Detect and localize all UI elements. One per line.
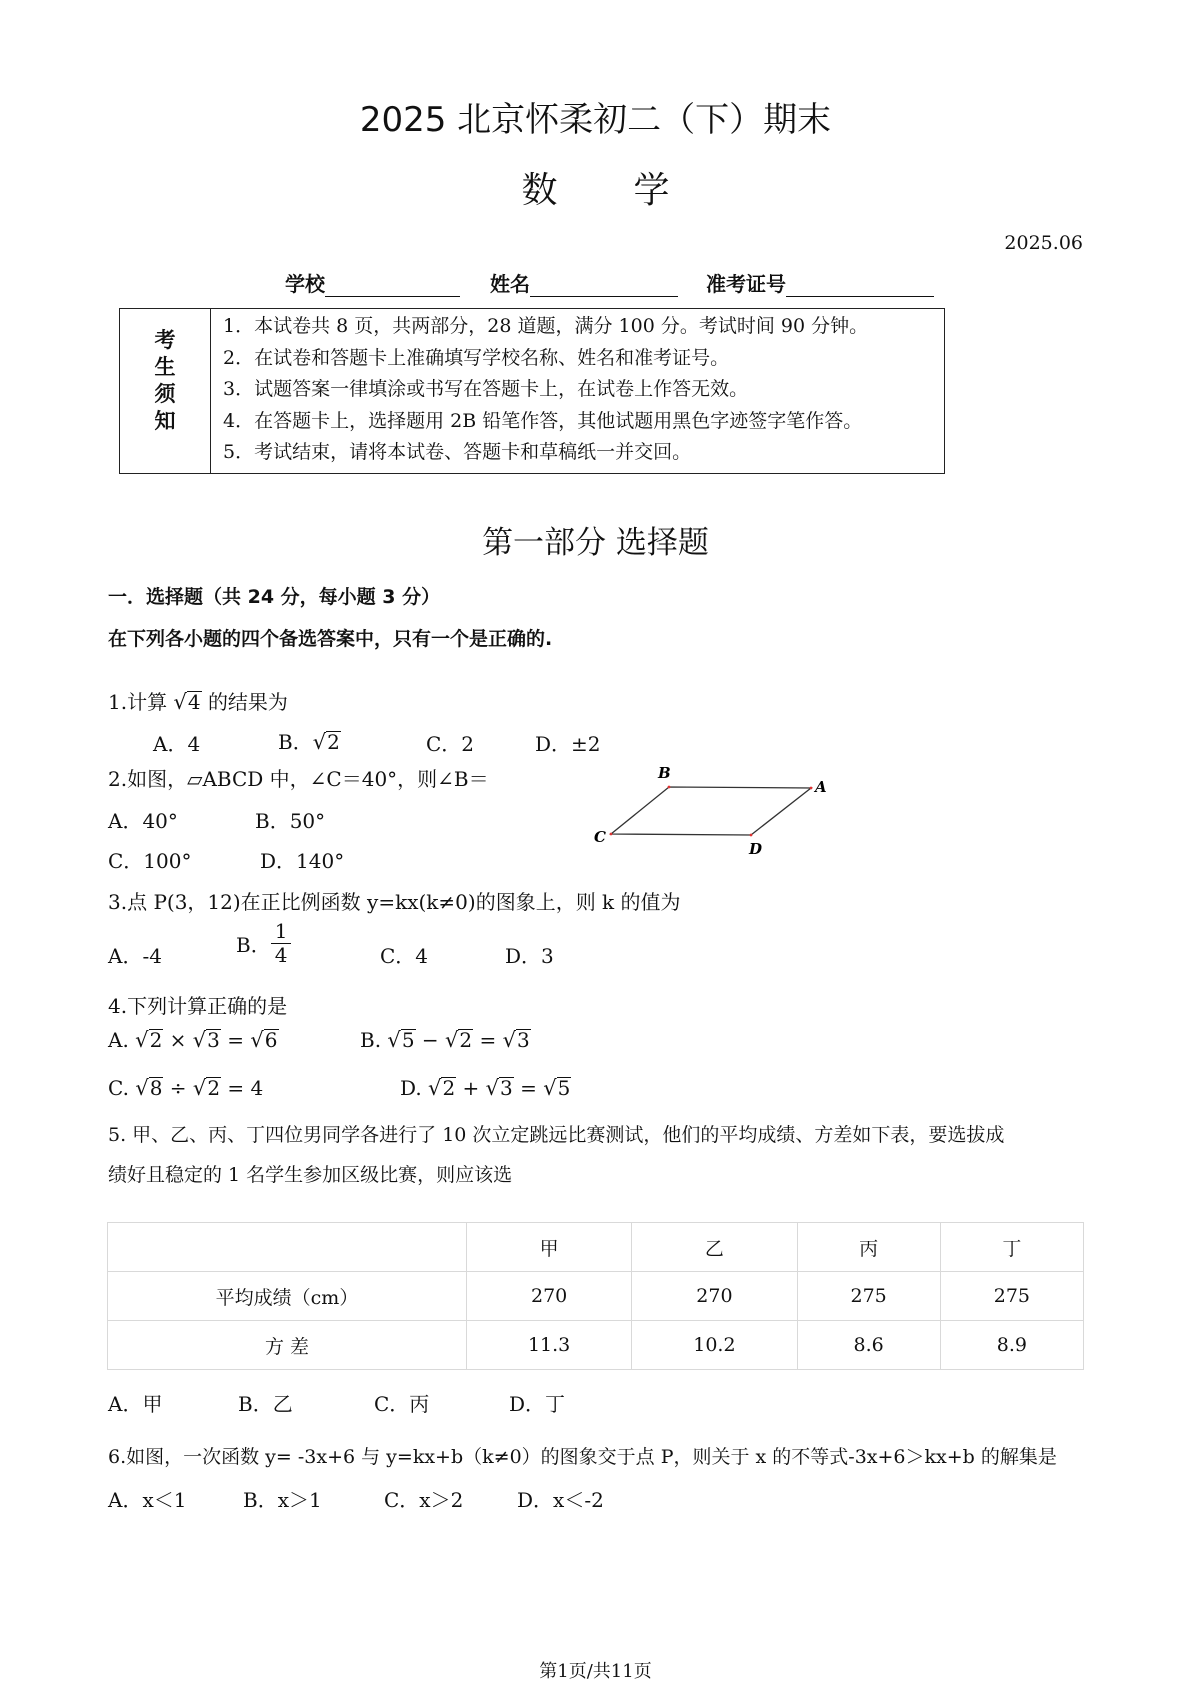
table-header-cell xyxy=(108,1223,467,1272)
vertex-b-label: B xyxy=(658,764,671,782)
radicand: 5 xyxy=(557,1076,571,1100)
q4-option-d xyxy=(400,1076,571,1100)
radicand: 3 xyxy=(517,1028,530,1052)
vertex-c-dot xyxy=(610,833,613,836)
q1-suffix: 的结果为 xyxy=(207,690,288,714)
q4-c-label: C. xyxy=(108,1076,129,1100)
table-header-row xyxy=(108,1223,1084,1272)
q6-option-c: C．x＞2 xyxy=(384,1488,464,1512)
q4-a-label: A. xyxy=(108,1028,129,1052)
table-cell: 平均成绩（cm） xyxy=(108,1272,467,1321)
q4-option-c xyxy=(108,1076,263,1100)
q3-option-c: C．4 xyxy=(380,944,429,968)
sqrt-icon: √ xyxy=(485,1076,500,1100)
vertex-a-dot xyxy=(810,787,813,790)
operator: − xyxy=(421,1028,439,1052)
table-header-cell: 丁 xyxy=(940,1223,1083,1272)
radicand: 3 xyxy=(500,1076,513,1100)
q3-option-a: A．-4 xyxy=(108,944,162,968)
q6-option-d: D．x＜-2 xyxy=(517,1488,604,1512)
sqrt-icon: √ xyxy=(135,1076,149,1100)
q3-fraction xyxy=(271,920,292,967)
page-footer: 第1页/共11页 xyxy=(539,1661,652,1682)
fraction-numerator: 1 xyxy=(271,920,292,944)
section-instruction: 在下列各小题的四个备选答案中，只有一个是正确的. xyxy=(108,628,553,650)
sqrt-icon: √ xyxy=(543,1076,557,1100)
radicand: 3 xyxy=(207,1028,220,1052)
exam-date: 2025.06 xyxy=(1004,232,1083,254)
table-cell: 11.3 xyxy=(467,1321,632,1370)
result: 4 xyxy=(250,1076,264,1100)
equals: = xyxy=(227,1028,245,1052)
q6-option-b: B．x＞1 xyxy=(243,1488,322,1512)
notice-line: 5．考试结束，请将本试卷、答题卡和草稿纸一并交回。 xyxy=(223,441,692,463)
name-label: 姓名 xyxy=(490,272,530,296)
notice-label xyxy=(120,309,211,474)
notice-line: 2．在试卷和答题卡上准确填写学校名称、姓名和准考证号。 xyxy=(223,346,730,369)
q1-prefix: 1.计算 xyxy=(108,690,168,714)
exam-id-label: 准考证号 xyxy=(706,272,786,296)
equals: = xyxy=(227,1076,245,1100)
q4-b-label: B. xyxy=(360,1028,382,1052)
exam-id-blank[interactable] xyxy=(786,276,934,297)
q2-option-a: A．40° xyxy=(108,809,178,833)
notice-box xyxy=(119,308,945,474)
sqrt-icon: √ xyxy=(173,690,187,714)
sqrt-icon: √ xyxy=(250,1028,264,1052)
parallelogram-shape xyxy=(611,787,811,835)
table-header-cell: 丙 xyxy=(797,1223,940,1272)
q4-option-b xyxy=(360,1028,531,1052)
school-field xyxy=(285,268,460,297)
radicand: 2 xyxy=(459,1028,473,1052)
q5-option-a: A．甲 xyxy=(108,1392,163,1416)
sqrt-icon: √ xyxy=(135,1028,149,1052)
name-field xyxy=(490,268,678,297)
part-title: 第一部分 选择题 xyxy=(482,525,709,561)
parallelogram-figure xyxy=(580,758,840,858)
q5-option-b: B．乙 xyxy=(238,1392,293,1416)
q1-option-c: C．2 xyxy=(426,732,475,756)
question-4: 4.下列计算正确的是 xyxy=(108,994,288,1018)
sqrt-icon: √ xyxy=(502,1028,517,1052)
q3-option-b-label: B． xyxy=(236,933,271,957)
q3-option-b xyxy=(236,920,291,967)
vertex-d-dot xyxy=(750,834,753,837)
fraction-denominator: 4 xyxy=(274,943,288,967)
equals: = xyxy=(479,1028,497,1052)
operator: ÷ xyxy=(169,1076,187,1100)
school-label: 学校 xyxy=(285,272,325,296)
table-row xyxy=(108,1321,1084,1370)
question-5-line2: 绩好且稳定的 1 名学生参加区级比赛，则应该选 xyxy=(108,1164,513,1186)
q6-option-a: A．x＜1 xyxy=(108,1488,187,1512)
vertex-a-label: A xyxy=(815,778,827,796)
radicand: 2 xyxy=(149,1028,163,1052)
q1-option-a: A．4 xyxy=(153,732,201,756)
q1-radicand: 4 xyxy=(187,690,201,714)
sqrt-icon: √ xyxy=(192,1028,207,1052)
scores-table xyxy=(107,1222,1084,1370)
q1-option-b-radicand: 2 xyxy=(327,730,340,754)
equals: = xyxy=(520,1076,537,1100)
name-blank[interactable] xyxy=(530,276,678,297)
subject-char: 学 xyxy=(633,170,670,211)
q2-option-c: C．100° xyxy=(108,849,192,873)
sqrt-icon: √ xyxy=(428,1076,442,1100)
table-header-cell: 甲 xyxy=(467,1223,632,1272)
sqrt-icon: √ xyxy=(445,1028,459,1052)
notice-label-char: 考 xyxy=(154,328,176,352)
table-row xyxy=(108,1272,1084,1321)
operator: + xyxy=(462,1076,480,1100)
q5-option-c: C．丙 xyxy=(374,1392,430,1416)
vertex-d-label: D xyxy=(749,840,763,858)
sqrt-icon: √ xyxy=(387,1028,401,1052)
table-cell: 8.9 xyxy=(940,1321,1083,1370)
question-6: 6.如图，一次函数 y= -3x+6 与 y=kx+b（k≠0）的图象交于点 P，则关于 x 的不等式-3x+6＞kx+b 的解集是 xyxy=(108,1446,1057,1468)
q2-option-b: B．50° xyxy=(255,809,326,833)
notice-label-char: 须 xyxy=(154,382,176,406)
notice-lines xyxy=(211,309,945,474)
question-5-line1: 5. 甲、乙、丙、丁四位男同学各进行了 10 次立定跳远比赛测试，他们的平均成绩、方差如下表，要选拔成 xyxy=(108,1124,1005,1146)
notice-label-char: 生 xyxy=(154,355,176,379)
table-cell: 275 xyxy=(940,1272,1083,1321)
subject-title xyxy=(0,162,1191,213)
radicand: 2 xyxy=(442,1076,456,1100)
radicand: 2 xyxy=(207,1076,221,1100)
subject-char: 数 xyxy=(521,170,558,211)
exam-title: 2025 北京怀柔初二（下）期末 xyxy=(359,100,832,140)
question-3: 3.点 P(3，12)在正比例函数 y=kx(k≠0)的图象上，则 k 的值为 xyxy=(108,890,681,914)
q4-option-a xyxy=(108,1028,279,1052)
radicand: 5 xyxy=(401,1028,415,1052)
school-blank[interactable] xyxy=(325,276,460,297)
vertex-b-dot xyxy=(668,786,671,789)
table-cell: 10.2 xyxy=(632,1321,797,1370)
section-heading: 一．选择题（共 24 分，每小题 3 分） xyxy=(108,586,441,608)
table-header-cell: 乙 xyxy=(632,1223,797,1272)
q1-option-b-label: B． xyxy=(278,730,313,754)
radicand: 6 xyxy=(264,1028,278,1052)
sqrt-icon: √ xyxy=(312,730,327,754)
vertex-c-label: C xyxy=(594,828,606,846)
q1-option-b xyxy=(278,726,341,755)
operator: × xyxy=(169,1028,187,1052)
notice-line: 4．在答题卡上，选择题用 2B 铅笔作答，其他试题用黑色字迹签字笔作答。 xyxy=(223,409,863,432)
q4-d-label: D. xyxy=(400,1076,422,1100)
exam-id-field xyxy=(706,268,934,297)
notice-line: 1．本试卷共 8 页，共两部分，28 道题，满分 100 分。考试时间 90 分钟。 xyxy=(223,315,869,337)
q3-option-d: D．3 xyxy=(505,944,554,968)
table-cell: 8.6 xyxy=(797,1321,940,1370)
q2-option-d: D．140° xyxy=(260,849,345,873)
q1-option-d: D．±2 xyxy=(535,732,601,756)
q5-option-d: D．丁 xyxy=(509,1392,566,1416)
radicand: 8 xyxy=(149,1076,163,1100)
table-cell: 270 xyxy=(632,1272,797,1321)
notice-line: 3．试题答案一律填涂或书写在答题卡上，在试卷上作答无效。 xyxy=(223,378,749,400)
question-2: 2.如图，▱ABCD 中，∠C＝40°，则∠B＝ xyxy=(108,767,489,791)
table-cell: 方 差 xyxy=(108,1321,467,1370)
table-cell: 275 xyxy=(797,1272,940,1321)
question-1 xyxy=(108,686,288,715)
notice-label-char: 知 xyxy=(154,409,176,433)
table-cell: 270 xyxy=(467,1272,632,1321)
sqrt-icon: √ xyxy=(192,1076,207,1100)
